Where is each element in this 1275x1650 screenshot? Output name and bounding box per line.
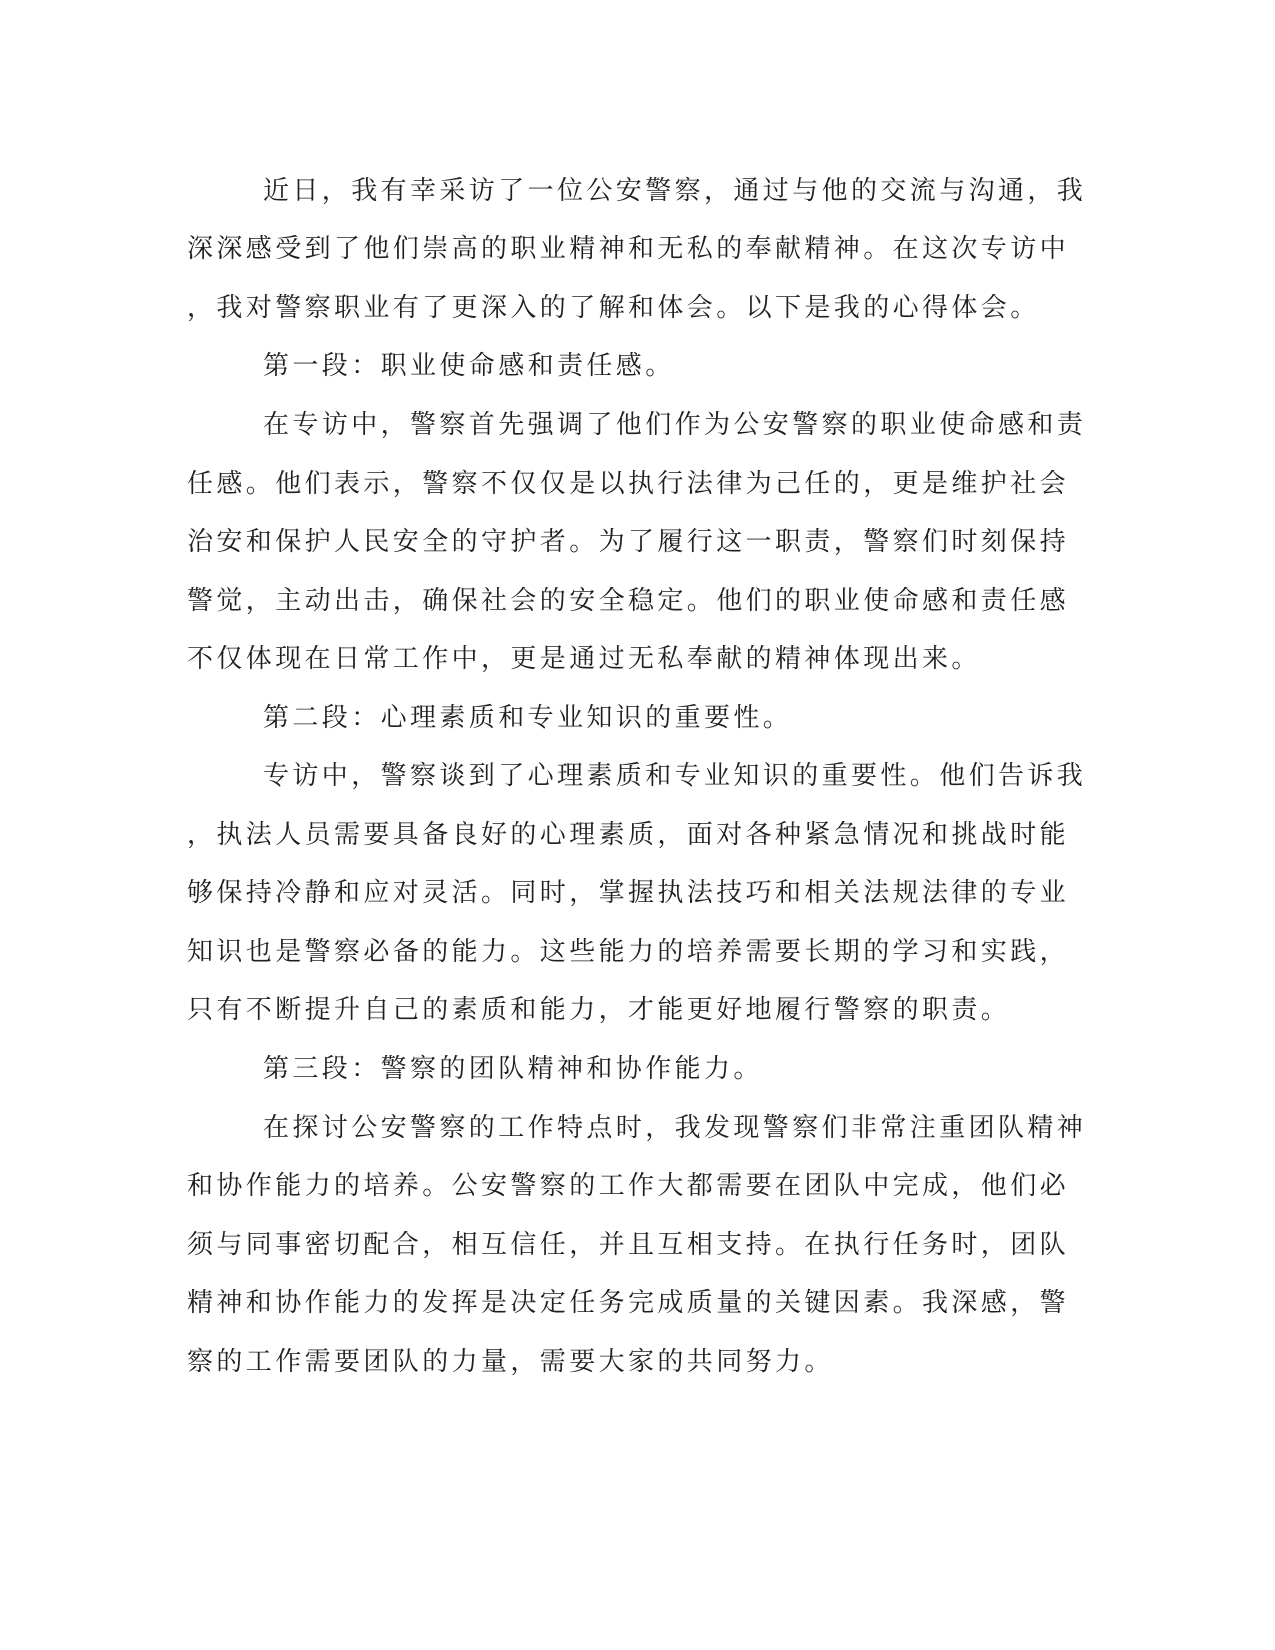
text-line: ，执法人员需要具备良好的心理素质，面对各种紧急情况和挑战时能 <box>187 820 1070 850</box>
text-line: 任感。他们表示，警察不仅仅是以执行法律为己任的，更是维护社会 <box>187 469 1070 499</box>
text-line: 近日，我有幸采访了一位公安警察，通过与他的交流与沟通，我 <box>263 176 1087 206</box>
text-line: 知识也是警察必备的能力。这些能力的培养需要长期的学习和实践， <box>187 937 1070 967</box>
text-line: 警觉，主动出击，确保社会的安全稳定。他们的职业使命感和责任感 <box>187 586 1070 616</box>
text-line: 专访中，警察谈到了心理素质和专业知识的重要性。他们告诉我 <box>263 761 1087 791</box>
text-line: 只有不断提升自己的素质和能力，才能更好地履行警察的职责。 <box>187 995 1011 1025</box>
section-heading: 第三段：警察的团队精神和协作能力。 <box>263 1054 763 1084</box>
text-line: 治安和保护人民安全的守护者。为了履行这一职责，警察们时刻保持 <box>187 527 1070 557</box>
text-line: 察的工作需要团队的力量，需要大家的共同努力。 <box>187 1347 834 1377</box>
text-line: 须与同事密切配合，相互信任，并且互相支持。在执行任务时，团队 <box>187 1230 1070 1260</box>
text-line: ，我对警察职业有了更深入的了解和体会。以下是我的心得体会。 <box>187 293 1040 323</box>
text-line: 精神和协作能力的发挥是决定任务完成质量的关键因素。我深感，警 <box>187 1288 1070 1318</box>
text-line: 在探讨公安警察的工作特点时，我发现警察们非常注重团队精神 <box>263 1113 1087 1143</box>
text-line: 深深感受到了他们崇高的职业精神和无私的奉献精神。在这次专访中 <box>187 234 1070 264</box>
text-line: 和协作能力的培养。公安警察的工作大都需要在团队中完成，他们必 <box>187 1171 1070 1201</box>
text-line: 够保持冷静和应对灵活。同时，掌握执法技巧和相关法规法律的专业 <box>187 878 1070 908</box>
text-line: 在专访中，警察首先强调了他们作为公安警察的职业使命感和责 <box>263 410 1087 440</box>
section-heading: 第二段：心理素质和专业知识的重要性。 <box>263 703 793 733</box>
text-line: 不仅体现在日常工作中，更是通过无私奉献的精神体现出来。 <box>187 644 981 674</box>
section-heading: 第一段：职业使命感和责任感。 <box>263 351 675 381</box>
